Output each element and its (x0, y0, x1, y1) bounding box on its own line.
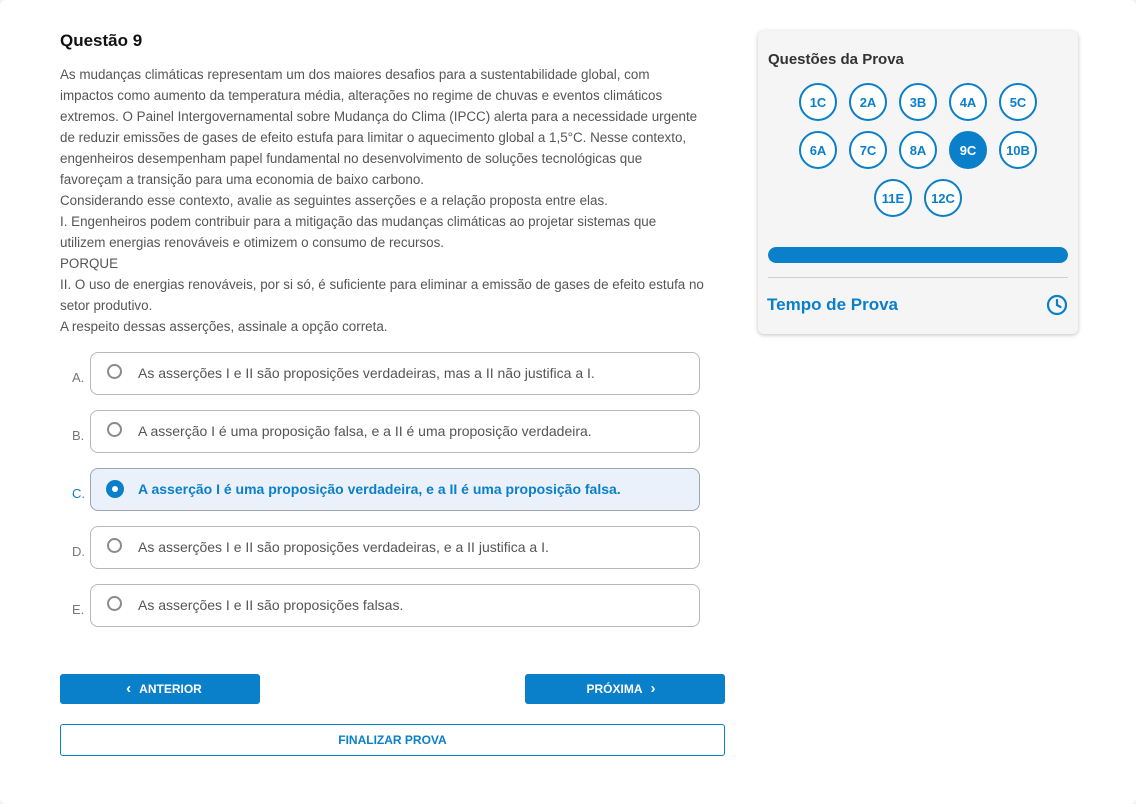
finish-label: FINALIZAR PROVA (338, 733, 447, 747)
question-bubble[interactable]: 5C (999, 83, 1037, 121)
option-c-button[interactable] (90, 468, 700, 511)
question-line: utilizem energias renováveis e otimizem o consumo de recursos. (60, 235, 445, 250)
option-text: A asserção I é uma proposição verdadeira, e a II é uma proposição falsa. (138, 481, 621, 497)
question-navigator-panel (758, 31, 1078, 334)
option-letter: B. (72, 428, 85, 443)
question-bubble[interactable]: 4A (949, 83, 987, 121)
option-b (60, 410, 730, 453)
radio-button[interactable] (107, 422, 122, 437)
option-letter: C. (72, 486, 85, 501)
option-c (60, 468, 730, 511)
question-row (758, 179, 1078, 217)
radio-button[interactable] (107, 596, 122, 611)
question-line: extremos. O Painel Intergovernamental sobre Mudança do Clima (IPCC) alerta para a necessidade urgente (60, 109, 698, 124)
question-bubble[interactable]: 3B (899, 83, 937, 121)
question-bubble[interactable]: 10B (999, 131, 1037, 169)
question-column (60, 30, 730, 642)
option-letter: D. (72, 544, 85, 559)
clock-icon[interactable] (1046, 294, 1068, 316)
option-e-button[interactable] (90, 584, 700, 627)
option-text: A asserção I é uma proposição falsa, e a II é uma proposição verdadeira. (138, 423, 592, 439)
question-line: engenheiros desempenham papel fundamental no desenvolvimento de soluções tecnológicas que (60, 151, 643, 166)
question-line: As mudanças climáticas representam um dos maiores desafios para a sustentabilidade global, com (60, 67, 650, 82)
radio-button[interactable] (107, 538, 122, 553)
timer-label: Tempo de Prova (767, 295, 898, 314)
option-e (60, 584, 730, 627)
question-title: Questão 9 (60, 31, 143, 50)
question-row (758, 83, 1078, 121)
question-bubble[interactable]: 7C (849, 131, 887, 169)
question-line: Considerando esse contexto, avalie as seguintes asserções e a relação proposta entre elas. (60, 193, 608, 208)
question-text (60, 64, 730, 337)
option-letter: E. (72, 602, 85, 617)
divider (768, 277, 1068, 278)
question-bubble[interactable]: 8A (899, 131, 937, 169)
option-text: As asserções I e II são proposições verdadeiras, mas a II não justifica a I. (138, 365, 595, 381)
option-b-button[interactable] (90, 410, 700, 453)
question-line: impactos como aumento da temperatura média, alterações no regime de chuvas e eventos climáticos (60, 88, 663, 103)
option-text: As asserções I e II são proposições verdadeiras, e a II justifica a I. (138, 539, 549, 555)
question-bubble[interactable]: 11E (874, 179, 912, 217)
chevron-left-icon: ‹ (126, 680, 132, 697)
question-line: I. Engenheiros podem contribuir para a mitigação das mudanças climáticas ao projetar sistemas que (60, 214, 657, 229)
option-d (60, 526, 730, 569)
question-grid (758, 83, 1078, 227)
panel-title: Questões da Prova (768, 51, 904, 68)
question-bubble[interactable]: 2A (849, 83, 887, 121)
progress-fill (768, 247, 1068, 263)
next-label: PRÓXIMA (586, 682, 643, 696)
progress-bar (768, 247, 1068, 263)
previous-button[interactable] (60, 674, 260, 704)
option-text: As asserções I e II são proposições falsas. (138, 597, 404, 613)
question-line: de reduzir emissões de gases de efeito estufa para limitar o aquecimento global a 1,5°C. Nesse contexto, (60, 130, 687, 145)
question-line: PORQUE (60, 256, 119, 271)
question-line: setor produtivo. (60, 298, 153, 313)
radio-button[interactable] (107, 364, 122, 379)
option-letter: A. (72, 370, 85, 385)
question-bubble[interactable]: 1C (799, 83, 837, 121)
question-line: A respeito dessas asserções, assinale a opção correta. (60, 319, 388, 334)
option-d-button[interactable] (90, 526, 700, 569)
question-bubble[interactable]: 9C (949, 131, 987, 169)
option-a-button[interactable] (90, 352, 700, 395)
answer-options (60, 352, 730, 627)
next-button[interactable] (525, 674, 725, 704)
question-line: II. O uso de energias renováveis, por si só, é suficiente para eliminar a emissão de gases de efeito estufa no (60, 277, 704, 292)
option-a (60, 352, 730, 395)
question-bubble[interactable]: 6A (799, 131, 837, 169)
finish-exam-button[interactable] (60, 724, 725, 756)
question-row (758, 131, 1078, 169)
chevron-right-icon: › (650, 680, 656, 697)
previous-label: ANTERIOR (139, 682, 202, 696)
radio-button[interactable] (106, 480, 124, 498)
question-bubble[interactable]: 12C (924, 179, 962, 217)
question-line: favoreçam a transição para uma economia de baixo carbono. (60, 172, 424, 187)
